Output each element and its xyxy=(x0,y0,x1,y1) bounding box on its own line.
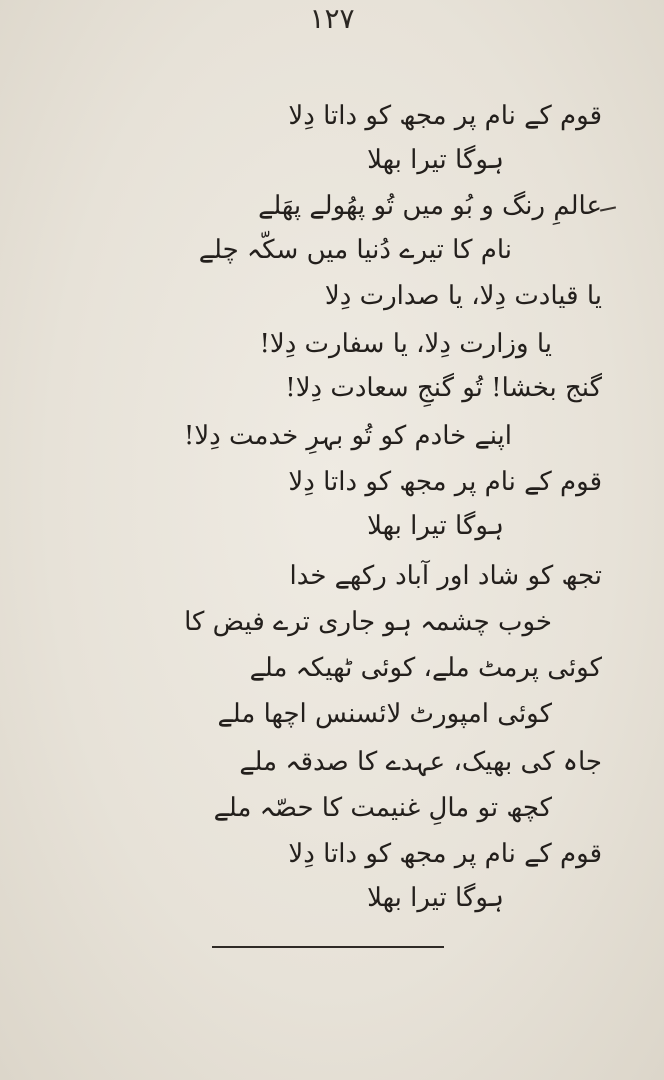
verse-line: قوم کے نام پر مجھ کو داتا دِلا xyxy=(288,101,602,131)
verse-line: خوب چشمہ ہو جاری ترے فیض کا xyxy=(184,607,552,637)
page-number: ۱۲۷ xyxy=(309,2,355,35)
verse-line: کوئی امپورٹ لائسنس اچھا ملے xyxy=(217,699,552,729)
verse-line: تجھ کو شاد اور آباد رکھے خدا xyxy=(289,561,602,591)
verse-line: گنج بخشا! تُو گنجِ سعادت دِلا! xyxy=(285,373,602,403)
verse-line: کچھ تو مالِ غنیمت کا حصّہ ملے xyxy=(213,793,552,823)
verse-line: یا وزارت دِلا، یا سفارت دِلا! xyxy=(259,329,552,359)
verse-line: ہوگا تیرا بھلا xyxy=(367,883,504,913)
verse-line: اپنے خادم کو تُو بہرِ خدمت دِلا! xyxy=(183,421,512,451)
verse-line: کوئی پرمٹ ملے، کوئی ٹھیکہ ملے xyxy=(249,653,602,683)
verse-line: عالمِ رنگ و بُو میں تُو پھُولے پھَلے xyxy=(258,191,602,221)
verse-line: یا قیادت دِلا، یا صدارت دِلا xyxy=(324,281,602,311)
closing-rule xyxy=(212,946,444,948)
margin-dash-mark xyxy=(600,206,616,211)
verse-line: ہوگا تیرا بھلا xyxy=(367,145,504,175)
verse-line: قوم کے نام پر مجھ کو داتا دِلا xyxy=(288,839,602,869)
verse-line: قوم کے نام پر مجھ کو داتا دِلا xyxy=(288,467,602,497)
verse-line: جاہ کی بھیک، عہدے کا صدقہ ملے xyxy=(239,747,602,777)
verse-line: نام کا تیرے دُنیا میں سکّہ چلے xyxy=(198,235,512,265)
verse-line: ہوگا تیرا بھلا xyxy=(367,511,504,541)
